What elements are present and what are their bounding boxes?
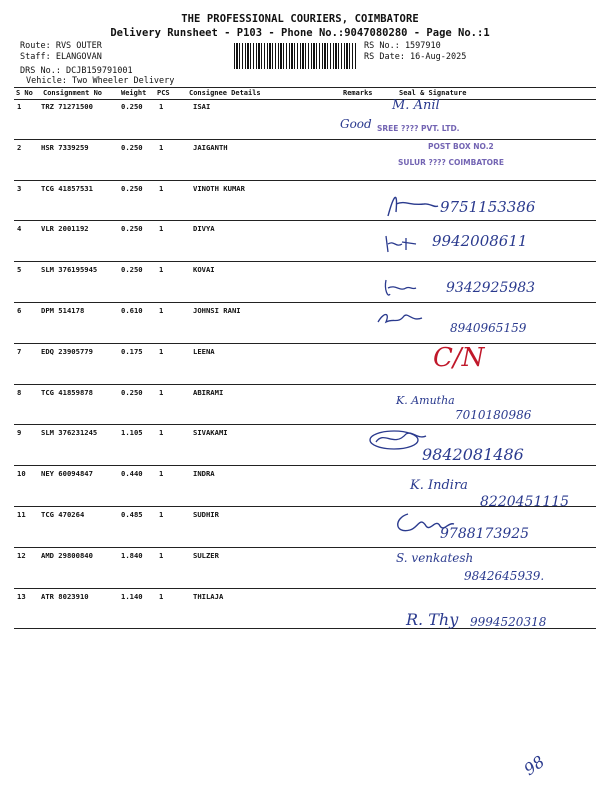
signature-row10: K. Indira (410, 478, 468, 493)
vehicle-field: Vehicle: Two Wheeler Delivery (26, 76, 175, 86)
cell-consignee: INDRA (193, 469, 215, 479)
phone-row6: 8940965159 (450, 321, 527, 335)
cell-pcs: 1 (159, 183, 164, 193)
runsheet-subtitle: Delivery Runsheet - P103 - Phone No.:9047080280 - Page No.:1 (110, 27, 490, 39)
row-divider (14, 139, 596, 140)
cell-consignee: JOHNSI RANI (193, 306, 241, 315)
cell-sno: 5 (17, 265, 22, 275)
cell-consignment-no: DPM 514178 (41, 306, 85, 315)
cell-weight: 1.840 (121, 550, 143, 560)
cell-consignee: VINOTH KUMAR (193, 183, 245, 193)
cell-pcs: 1 (159, 591, 164, 601)
signature-row5 (380, 276, 420, 302)
col-pcs: PCS (157, 89, 170, 97)
signature-row4 (382, 232, 428, 254)
company-stamp-line1: SREE ???? PVT. LTD. (377, 124, 460, 133)
row-divider (14, 343, 596, 344)
cell-consignee: KOVAI (193, 265, 215, 275)
cell-sno: 3 (17, 183, 22, 193)
company-stamp-line2: POST BOX NO.2 (428, 142, 494, 151)
col-seal: Seal & Signature (399, 89, 467, 97)
cell-pcs: 1 (159, 428, 164, 438)
cell-sno: 1 (17, 102, 22, 111)
cell-weight: 0.250 (121, 265, 143, 275)
cell-pcs: 1 (159, 142, 164, 152)
cell-consignee: JAIGANTH (193, 142, 228, 152)
cell-pcs: 1 (159, 102, 164, 111)
cell-weight: 0.485 (121, 510, 143, 519)
signature-row12: S. venkatesh (396, 551, 474, 565)
cell-sno: 4 (17, 224, 22, 234)
col-remarks: Remarks (343, 89, 373, 97)
signature-row13: R. Thy (406, 610, 459, 629)
cell-consignment-no: ATR 8023910 (41, 591, 89, 601)
cell-sno: 13 (17, 591, 26, 601)
row-divider (14, 384, 596, 385)
phone-row9: 9842081486 (422, 445, 524, 464)
cell-weight: 0.610 (121, 306, 143, 315)
cell-consignee: THILAJA (193, 591, 224, 601)
col-sno: S No (16, 89, 33, 97)
cell-weight: 1.140 (121, 591, 143, 601)
signature-row9 (366, 426, 430, 454)
cell-consignment-no: SLM 376195945 (41, 265, 98, 275)
cell-weight: 0.250 (121, 142, 143, 152)
cell-sno: 6 (17, 306, 22, 315)
cell-sno: 12 (17, 550, 26, 560)
rs-no-field: RS No.: 1597910 (364, 41, 441, 51)
cell-pcs: 1 (159, 265, 164, 275)
cell-weight: 0.250 (121, 183, 143, 193)
cell-consignee: SUDHIR (193, 510, 219, 519)
cell-weight: 0.175 (121, 346, 143, 356)
cell-consignment-no: AMD 29800840 (41, 550, 93, 560)
cell-weight: 0.250 (121, 102, 143, 111)
cell-pcs: 1 (159, 550, 164, 560)
phone-row11: 9788173925 (440, 526, 530, 542)
staff-field: Staff: ELANGOVAN (20, 52, 102, 62)
table-top-rule (14, 87, 596, 88)
cell-consignee: ABIRAMI (193, 387, 224, 397)
cell-consignment-no: VLR 2001192 (41, 224, 89, 234)
cell-consignment-no: EDQ 23905779 (41, 346, 93, 356)
cell-weight: 1.105 (121, 428, 143, 438)
cell-consignee: DIVYA (193, 224, 215, 234)
cell-sno: 10 (17, 469, 26, 479)
cell-consignment-no: SLM 376231245 (41, 428, 98, 438)
signature-row6 (374, 308, 428, 328)
remark-good: Good (340, 117, 372, 131)
row7-cancel-mark: C/N (433, 343, 485, 373)
cell-sno: 2 (17, 142, 22, 152)
col-consignee: Consignee Details (189, 89, 261, 97)
cell-consignment-no: TRZ 71271500 (41, 102, 93, 111)
col-consignment: Consignment No (43, 89, 103, 97)
cell-sno: 8 (17, 387, 22, 397)
row-divider (14, 547, 596, 548)
signature-row1: M. Anil (392, 98, 440, 113)
company-name: THE PROFESSIONAL COURIERS, COIMBATORE (181, 13, 419, 25)
phone-row3: 9751153386 (440, 198, 536, 216)
cell-consignee: SIVAKAMI (193, 428, 228, 438)
row-divider (14, 261, 596, 262)
signature-row3 (380, 186, 440, 220)
row-divider (14, 588, 596, 589)
cell-pcs: 1 (159, 387, 164, 397)
cell-sno: 9 (17, 428, 22, 438)
phone-row12: 9842645939. (464, 569, 545, 583)
phone-row4: 9942008611 (432, 232, 528, 250)
row-divider (14, 302, 596, 303)
table-header-rule (14, 99, 596, 100)
cell-consignee: ISAI (193, 102, 211, 111)
cell-consignment-no: TCG 41857531 (41, 183, 93, 193)
cell-consignee: SULZER (193, 550, 219, 560)
cell-pcs: 1 (159, 306, 164, 315)
cell-consignment-no: HSR 7339259 (41, 142, 89, 152)
page-handwritten-mark: 98 (520, 751, 548, 780)
cell-weight: 0.250 (121, 224, 143, 234)
rs-date-field: RS Date: 16-Aug-2025 (364, 52, 467, 62)
phone-row10: 8220451115 (480, 494, 570, 510)
cell-consignment-no: TCG 41859878 (41, 387, 93, 397)
phone-row13: 9994520318 (470, 615, 547, 629)
cell-sno: 7 (17, 346, 22, 356)
cell-consignment-no: TCG 470264 (41, 510, 85, 519)
cell-sno: 11 (17, 510, 26, 519)
cell-pcs: 1 (159, 346, 164, 356)
cell-pcs: 1 (159, 224, 164, 234)
phone-row8: 7010180986 (455, 408, 532, 422)
row-divider (14, 424, 596, 425)
cell-consignee: LEENA (193, 346, 215, 356)
barcode (234, 43, 356, 69)
cell-pcs: 1 (159, 469, 164, 479)
signature-row8: K. Amutha (396, 394, 455, 407)
cell-weight: 0.440 (121, 469, 143, 479)
cell-weight: 0.250 (121, 387, 143, 397)
row-divider (14, 180, 596, 181)
phone-row5: 9342925983 (446, 280, 536, 296)
company-stamp-line3: SULUR ???? COIMBATORE (398, 158, 504, 167)
route-field: Route: RVS OUTER (20, 41, 102, 51)
drs-field: DRS No.: DCJB159791001 (20, 66, 133, 76)
cell-pcs: 1 (159, 510, 164, 519)
row-divider (14, 465, 596, 466)
cell-consignment-no: NEY 60094847 (41, 469, 93, 479)
col-weight: Weight (121, 89, 147, 97)
row-divider (14, 220, 596, 221)
